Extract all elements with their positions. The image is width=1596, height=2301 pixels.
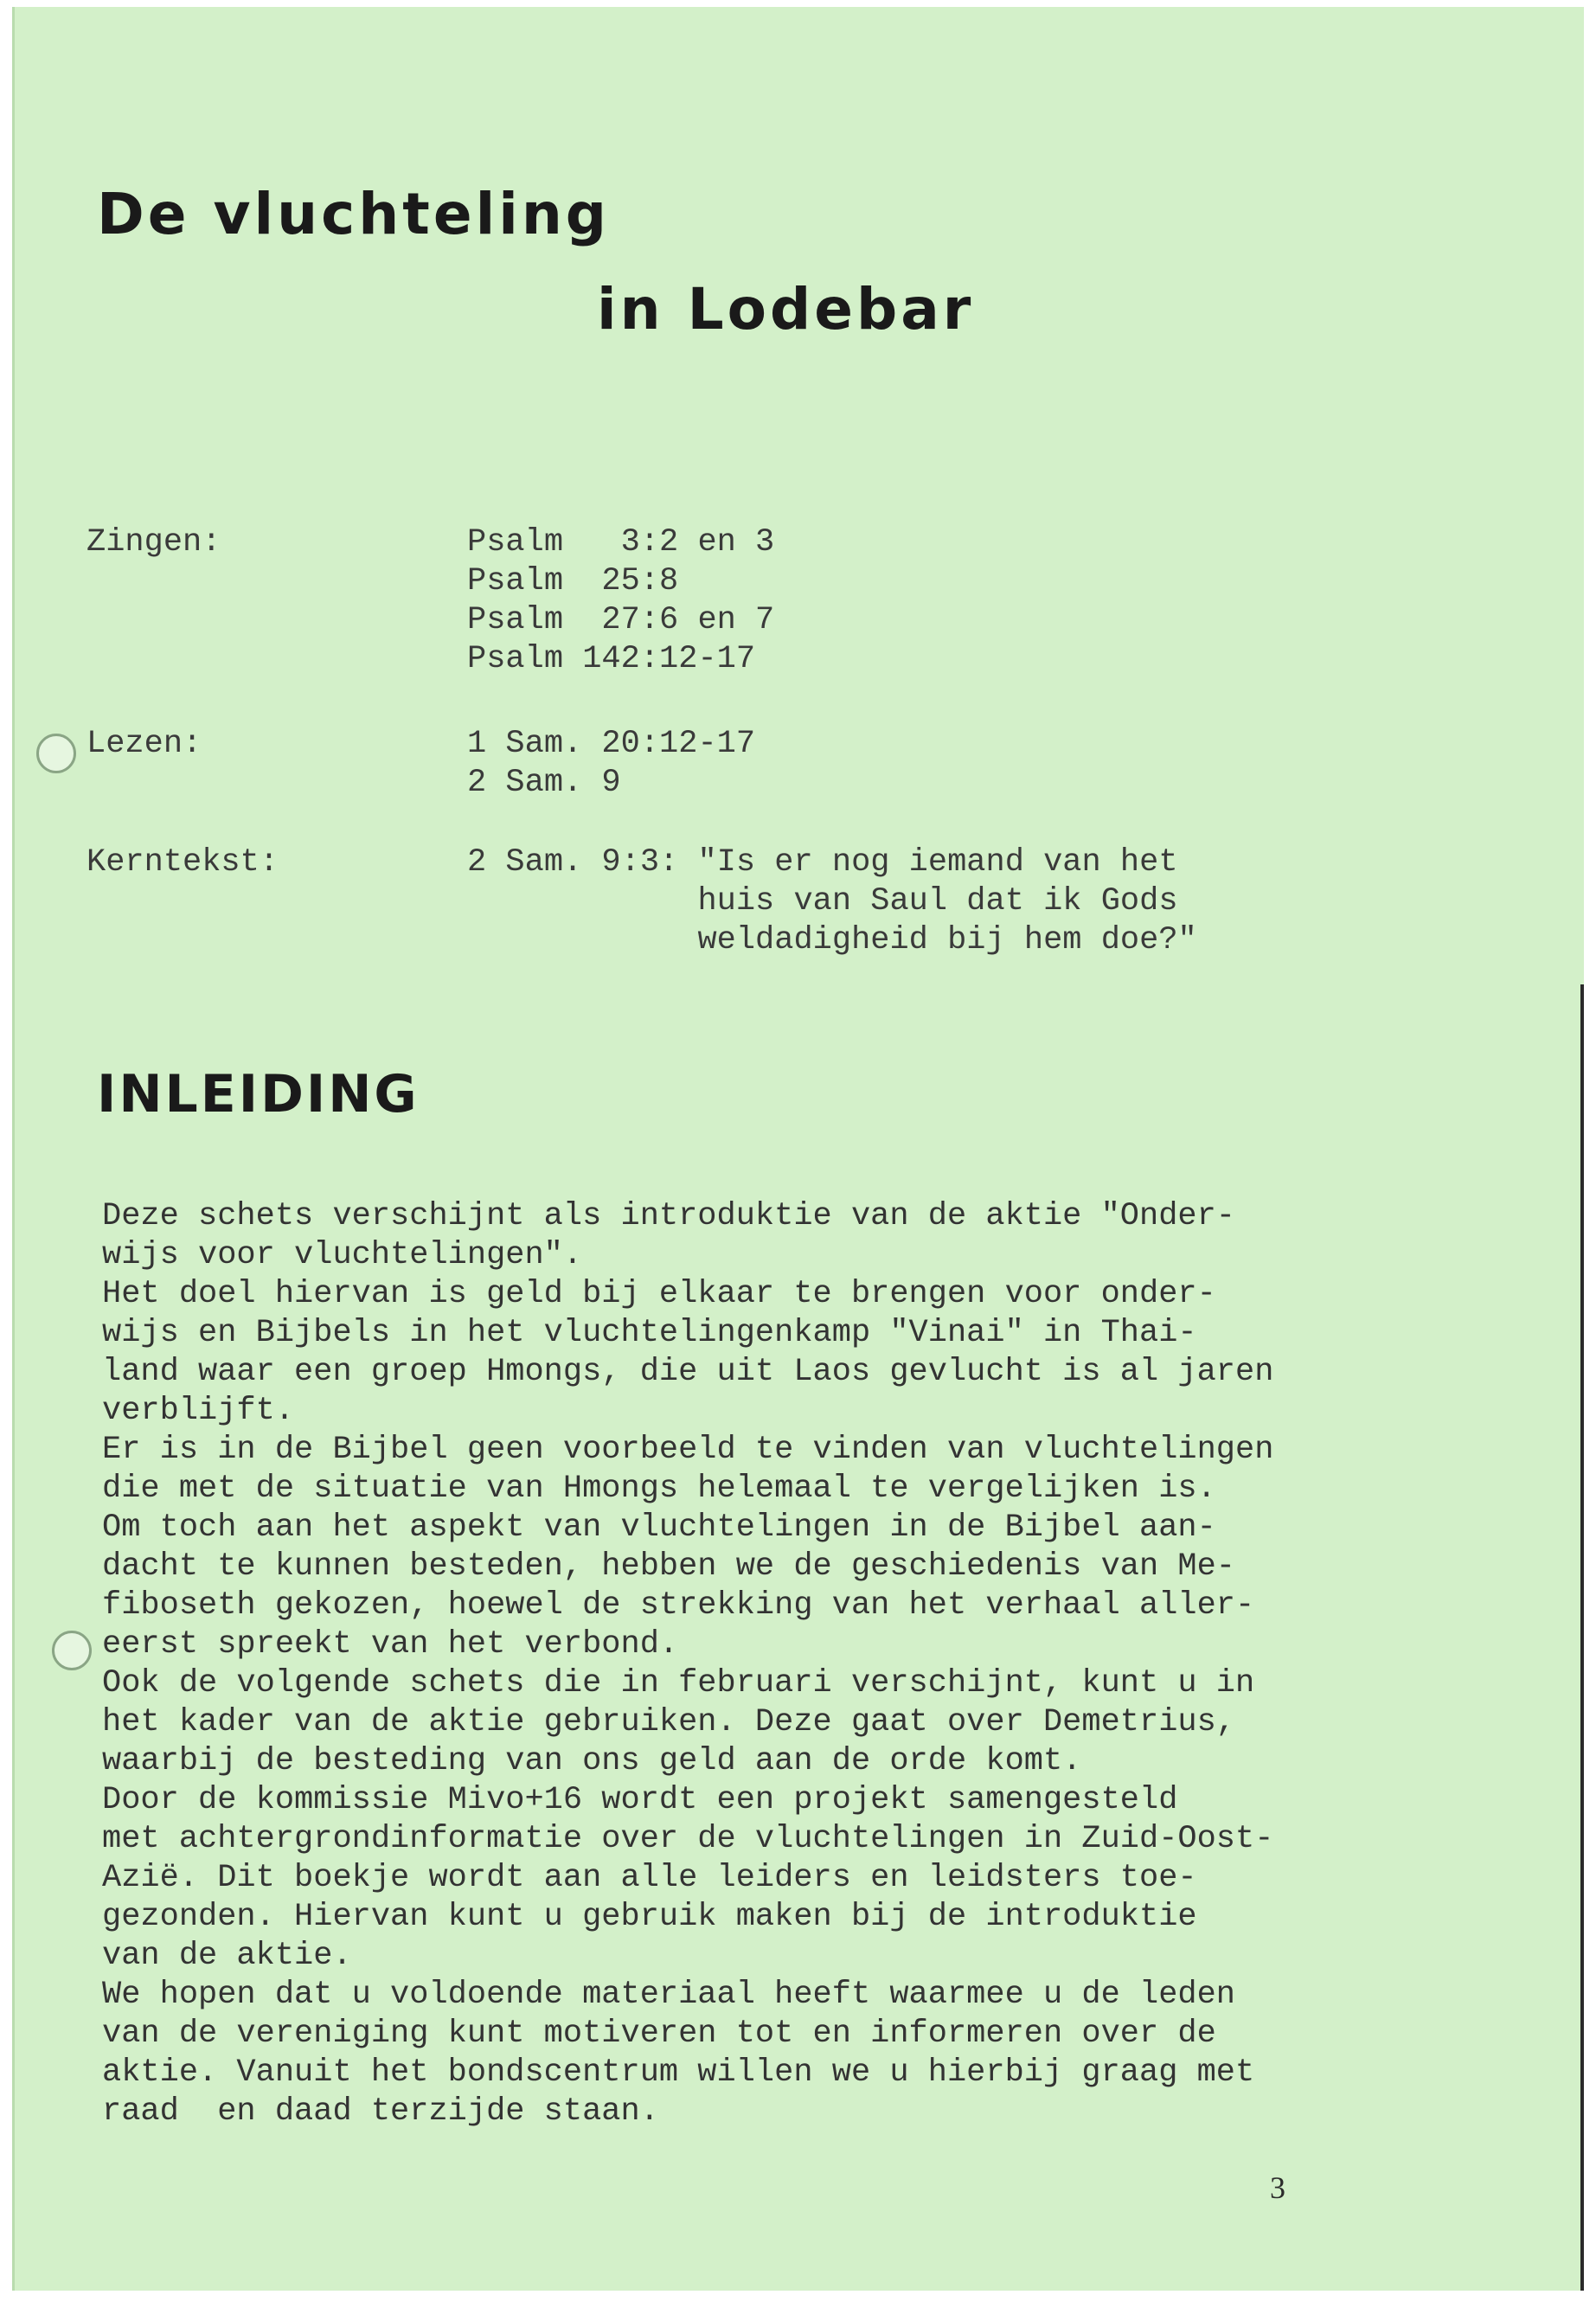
body-line: gezonden. Hiervan kunt u gebruik maken bij de introduktie [102, 1899, 1197, 1935]
body-line: wijs voor vluchtelingen". [102, 1237, 583, 1273]
body-line: Er is in de Bijbel geen voorbeeld te vinden van vluchtelingen [102, 1432, 1274, 1468]
zingen-value: Psalm 142:12-17 [467, 641, 756, 677]
body-line: met achtergrondinformatie over de vluchtelingen in Zuid-Oost- [102, 1821, 1274, 1857]
body-line: waarbij de besteding van ons geld aan de orde komt. [102, 1743, 1082, 1779]
body-line: het kader van de aktie gebruiken. Deze gaat over Demetrius, [102, 1704, 1236, 1740]
lezen-label: Lezen: [87, 726, 202, 762]
lezen-value: 2 Sam. 9 [467, 765, 621, 801]
section-heading: INLEIDING [97, 1064, 420, 1125]
body-line: We hopen dat u voldoende materiaal heeft waarmee u de leden [102, 1977, 1236, 2013]
zingen-label: Zingen: [87, 524, 221, 561]
title-line-1: De vluchteling [97, 181, 611, 247]
page-number: 3 [1270, 2170, 1285, 2205]
body-line: Door de kommissie Mivo+16 wordt een projekt samengesteld [102, 1782, 1178, 1818]
body-line: Om toch aan het aspekt van vluchtelingen in de Bijbel aan- [102, 1509, 1216, 1546]
punch-hole-bottom [52, 1631, 92, 1670]
body-line: Ook de volgende schets die in februari verschijnt, kunt u in [102, 1665, 1255, 1702]
body-line: verblijft. [102, 1393, 295, 1429]
body-line: die met de situatie van Hmongs helemaal te vergelijken is. [102, 1471, 1216, 1507]
body-line: Azië. Dit boekje wordt aan alle leiders en leidsters toe- [102, 1860, 1197, 1896]
zingen-value: Psalm 27:6 en 7 [467, 602, 775, 638]
body-line: eerst spreekt van het verbond. [102, 1626, 679, 1663]
kerntekst-line: huis van Saul dat ik Gods [467, 883, 1178, 920]
body-line: van de aktie. [102, 1938, 352, 1974]
kerntekst-label: Kerntekst: [87, 844, 279, 881]
body-line: Deze schets verschijnt als introduktie van de aktie "Onder- [102, 1198, 1236, 1234]
page-edge-shadow [1580, 984, 1584, 2291]
body-line: land waar een groep Hmongs, die uit Laos gevlucht is al jaren [102, 1354, 1274, 1390]
body-line: raad en daad terzijde staan. [102, 2093, 659, 2130]
zingen-value: Psalm 25:8 [467, 563, 679, 599]
body-line: Het doel hiervan is geld bij elkaar te brengen voor onder- [102, 1276, 1216, 1312]
lezen-values [467, 725, 755, 803]
lezen-value: 1 Sam. 20:12-17 [467, 726, 756, 762]
kerntekst-values [467, 843, 1197, 960]
title-line-2: in Lodebar [597, 276, 975, 343]
body-line: van de vereniging kunt motiveren tot en informeren over de [102, 2016, 1216, 2052]
body-line: fiboseth gekozen, hoewel de strekking van het verhaal aller- [102, 1587, 1255, 1624]
body-line: aktie. Vanuit het bondscentrum willen we u hierbij graag met [102, 2054, 1255, 2091]
body-line: dacht te kunnen besteden, hebben we de geschiedenis van Me- [102, 1548, 1236, 1585]
zingen-values [467, 523, 774, 679]
punch-hole-top [36, 734, 76, 773]
kerntekst-line: 2 Sam. 9:3: "Is er nog iemand van het [467, 844, 1178, 881]
kerntekst-line: weldadigheid bij hem doe?" [467, 922, 1197, 958]
body-text [102, 1197, 1348, 2131]
body-line: wijs en Bijbels in het vluchtelingenkamp "Vinai" in Thai- [102, 1315, 1197, 1351]
zingen-value: Psalm 3:2 en 3 [467, 524, 775, 561]
